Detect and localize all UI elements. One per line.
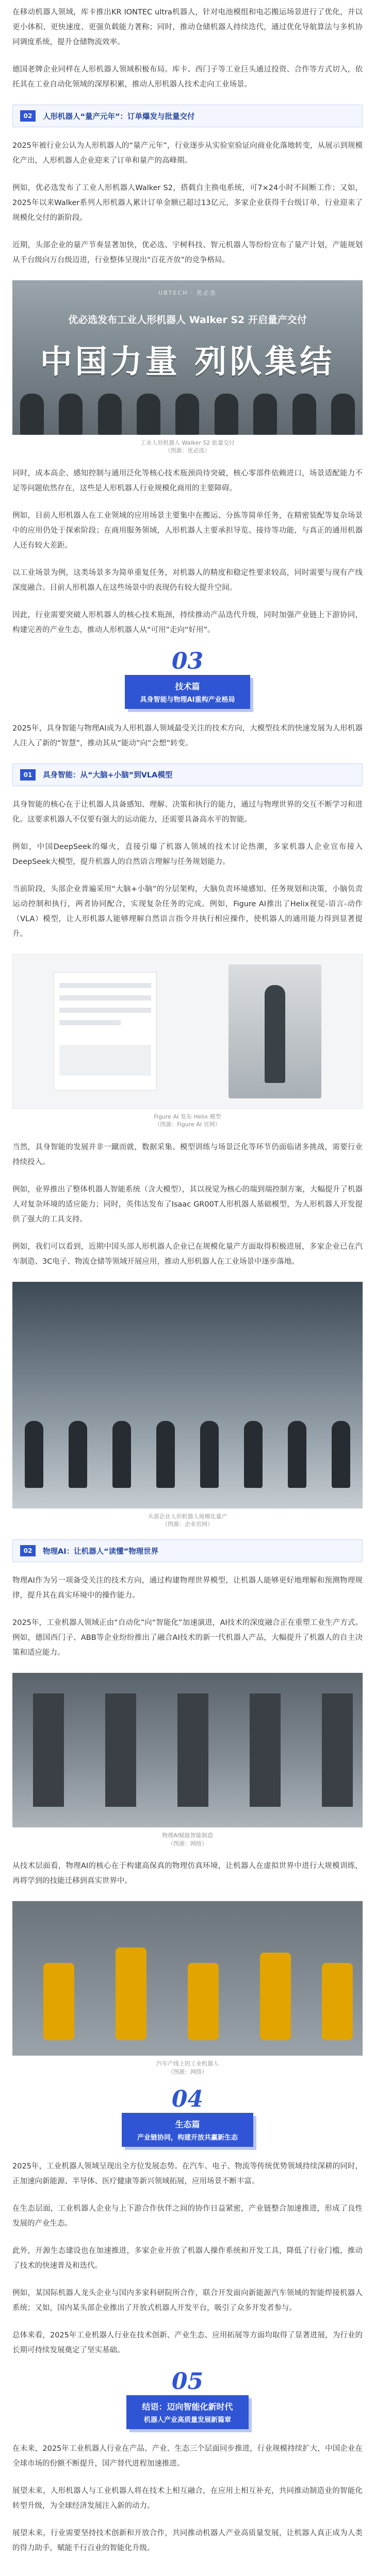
panel-line [59,1008,151,1013]
section-title: 结语：迈向智能化新时代 [142,2401,233,2412]
ui-panel-graphic [54,972,157,1091]
robot-arm-graphic [322,1963,353,2040]
robot-arm-graphic [43,1963,74,2040]
figure-caption: Figure AI 发布 Helix 模型 （图源：Figure AI 官网） [154,1113,221,1128]
paragraph-14: 当然，具身智能的发展并非一蹴而就，数据采集、模型训练与场景泛化等环节仍面临诸多挑战，需要行业持续投入。 [12,1143,363,1166]
paragraph-11: 具身智能的核心在于让机器人具备感知、理解、决策和执行的能力，通过与物理世界的交互不断学习和进化。这要求机器人不仅要有强大的运动能力，还需要具备高水平的智能。 [12,800,363,824]
callout-text: 物理AI：让机器人“读懂”物理世界 [43,1547,159,1556]
section-subtitle: 机器人产业高质量发展新篇章 [143,2416,231,2424]
robot-silhouette [332,1421,350,1488]
paragraph-13: 当前阶段，头部企业普遍采用“大脑+小脑”的分层架构，大脑负责环境感知、任务规划和决策，小脑负责运动控制和执行，两者协同配合，实现复杂任务的完成。例如，Figure AI推出了Helix视觉-语言-动作（VLA）模型，让人形机器人能够理解自然语言指令并执行相应操作，使机器人的通用能力得到显著提升。 [12,885,363,938]
callout-number: 02 [20,1545,36,1556]
paragraph-16: 例如，我们可以看到，近期中国头部人形机器人企业已在规模化量产方面取得积极进展，多家企业已在汽车制造、3C电子、物流仓储等领域开展应用，推动人形机器人在工业场景中逐步落地。 [12,1242,363,1266]
paragraph-22: 此外，开源生态建设也在加速推进，多家企业开放了机器人操作系统和开发工具，降低了行业门槛，推动了技术的快速普及和迭代。 [12,2246,363,2270]
robot-silhouette [292,394,316,435]
paragraph-6: 同时，成本高企、感知控制与通用泛化等核心技术瓶颈尚待突破，核心零部件依赖进口，场景适配能力不足等问题依然存在，这些是人形机器人行业规模化商用的主要障碍。 [12,469,363,493]
paragraph-1: 在移动机器人领域，库卡推出KR IONTEC ultra机器人，针对电池模组和电芯搬运场景进行了优化，并以更小体积、更快速度、更强负载能力著称；同时，推动仓储机器人持续迭代，通过优化导航算法与多机协同调度系统，提升仓储物流效率。 [12,8,363,46]
robot-arms-image [12,1901,363,2056]
shelf-graphic [177,1693,208,1807]
robot-silhouette [253,394,277,435]
section-title-box [122,2113,253,2147]
paragraph-27: 展望未来，行业需要坚持技术创新和开放合作，共同推动机器人产业高质量发展，让机器人真正成为人类的得力助手，赋能千行百业的智能化升级。 [12,2529,363,2552]
shelf-graphic [250,1693,281,1807]
section-header-conclusion [12,2370,363,2429]
section-header-tech [12,650,363,709]
robot-line [12,1411,363,1488]
figure-robot-arms [12,1901,363,2076]
section-title-box [126,2395,248,2429]
figure-caption: 工业人形机器人 Walker S2 批量交付 （图源：优必选） [140,439,235,454]
robot-silhouette [25,1421,43,1488]
paragraph-8: 以工业场景为例，这类场景多为简单重复任务，对机器人的精度和稳定性要求较高，同时需要与现有产线深度融合。目前人形机器人在这些场景中的表现仍有较大提升空间。 [12,568,363,592]
callout-mass-production [12,105,363,127]
section-header-ecosystem [12,2088,363,2147]
paragraph-17: 物理AI作为另一项备受关注的技术方向，通过构建物理世界模型，让机器人能够更好地理解和预测物理规律，提升其在真实环境中的操作能力。 [12,1577,363,1600]
section-subtitle: 产业链协同，构建开放共赢新生态 [137,2133,238,2142]
robot-silhouette [20,394,44,435]
banner-logos: UBTECH · 优必选 [158,290,217,296]
callout-embodied-ai [12,764,363,786]
paragraph-15: 例如，业界推出了整体机器人智能系统（含大模型），其以视觉为核心的端到端控制方案，大幅提升了机器人对复杂环境的适应能力；同时，英伟达发布了Isaac GR00T人形机器人基础模型，为人形机器人开发提供了强大的工具支持。 [12,1185,363,1224]
robot-silhouette [331,394,355,435]
shelf-graphic [322,1693,353,1807]
paragraph-21: 在生态层面，工业机器人企业与上下游合作伙伴之间的协作日益紧密，产业链整合加速推进，形成了良性发展的产业生态。 [12,2204,363,2228]
callout-number: 02 [20,110,36,122]
paragraph-2: 德国老牌企业同样在人形机器人领域积极布局。库卡、西门子等工业巨头通过投资、合作等方式切入，依托其在工业自动化领域的深厚积累，推动人形机器人技术走向工业场景。 [12,65,363,89]
robot-silhouette [137,394,160,435]
callout-physical-ai [12,1539,363,1562]
panel-line [59,995,151,1001]
paragraph-24: 总体来看，2025年工业机器人行业在技术创新、产业生态、应用拓展等方面均取得了显著进展，为行业的长期可持续发展奠定了坚实基础。 [12,2331,363,2354]
paragraph-20: 2025年，工业机器人领域呈现出全方位发展态势。在汽车、电子、物流等传统优势领域持续深耕的同时，正加速向新能源、半导体、医疗健康等新兴领域拓展，应用场景不断丰富。 [12,2162,363,2185]
robot-silhouette [244,1421,263,1488]
callout-text: 人形机器人“量产元年”：订单爆发与批量交付 [43,112,195,121]
robot-silhouette [215,394,238,435]
figure-walker-s2 [12,280,363,455]
article-body [0,5,375,2556]
figure-caption: 汽车产线上的工业机器人 （图源：网络） [156,2060,219,2075]
robot-silhouette [175,394,199,435]
banner-headline: 中国力量 列队集结 [40,343,335,380]
paragraph-9: 因此，行业需要突破人形机器人的核心技术瓶颈，持续推动产品迭代升级，同时加强产业链上下游协同，构建完善的产业生态，推动人形机器人从“可用”走向“好用”。 [12,611,363,634]
shelf-graphic [33,1693,64,1807]
section-title-box [125,675,251,709]
robot-silhouette [112,1421,131,1488]
paragraph-18: 2025年，工业机器人领域正由“自动化”向“智能化”加速演进，AI技术的深度融合正在重塑工业生产方式。例如，德国西门子、ABB等企业纷纷推出了融合AI技术的新一代机器人产品，大幅提升了机器人的自主决策和适应能力。 [12,1619,363,1657]
banner-subline: 优必选发布工业人形机器人 Walker S2 开启量产交付 [68,314,307,326]
robot-silhouette [59,394,83,435]
robot-photo [229,964,321,1098]
section-number: 03 [171,648,204,674]
paragraph-26: 展望未来，人形机器人与工业机器人将在技术上相互融合，在应用上相互补充，共同推动制造业的智能化转型升级，为全球经济发展注入新的动力。 [12,2486,363,2510]
figure-caption: 头部企业人形机器人规模化量产 （图源：企业官网） [148,1513,227,1528]
helix-image [12,954,363,1109]
shelf-graphic [105,1693,136,1807]
section-number: 05 [171,2368,204,2395]
robot-arm-graphic [188,1963,219,2040]
paragraph-23: 例如，某国际机器人龙头企业与国内多家科研院所合作，联合开发面向新能源汽车领域的智能焊接机器人系统；又如，国内某头部企业推出了开放式机器人开发平台，吸引了众多开发者参与。 [12,2289,363,2312]
panel-line [59,1020,121,1025]
paragraph-19: 从技术层面看，物理AI的核心在于构建高保真的物理仿真环境，让机器人在虚拟世界中进行大规模训练，再将学到的技能迁移到真实世界中。 [12,1862,363,1886]
figure-caption: 物理AI赋能智能制造 （图源：网络） [162,1832,213,1847]
section-number: 04 [171,2086,204,2112]
robot-silhouette [288,1421,306,1488]
figure-warehouse [12,1673,363,1848]
figure-helix [12,954,363,1129]
paragraph-5: 近期，头部企业的量产节奏显著加快，优必选、宇树科技、智元机器人等纷纷宣布了量产计划，产能规划从千台级向万台级迈进，行业整体呈现出“百花齐放”的竞争格局。 [12,241,363,264]
panel-block [59,1045,151,1076]
factory-image [12,1282,363,1509]
robot-arm-graphic [116,1947,146,2040]
paragraph-10: 2025年，具身智能与物理AI成为人形机器人领域最受关注的技术方向，大模型技术的快速发展为人形机器人注入了新的“智慧”，推动其从“能动”向“会想”转变。 [12,724,363,748]
robot-arm-graphic [260,1953,291,2040]
section-title: 技术篇 [175,681,200,691]
paragraph-3: 2025年被行业公认为人形机器人的“量产元年”，行业逐步从实验室验证向商业化落地转变，从展示到规模化产出，人形机器人企业迎来了订单和量产的高峰期。 [12,142,363,165]
panel-line [59,983,151,988]
figure-factory [12,1282,363,1529]
warehouse-image [12,1673,363,1827]
paragraph-12: 例如，中国DeepSeek的爆火，直接引爆了机器人领域的技术讨论热潮，多家机器人企业宣布接入DeepSeek大模型，提升机器人的自然语言理解与任务规划能力。 [12,842,363,866]
paragraph-4: 例如，优必选发布了工业人形机器人Walker S2，搭载自主换电系统，可7×24小时不间断工作；又如，2025年以来Walker系列人形机器人累计订单金额已超过13亿元，多家企业获得千台级订单，行业迎来了规模化交付的新阶段。 [12,184,363,222]
robot-silhouette [156,1421,175,1488]
callout-text: 具身智能：从“大脑+小脑”到VLA模型 [43,771,173,780]
section-subtitle: 具身智能与物理AI重构产业格局 [140,696,235,704]
robot-row [12,388,363,435]
section-title: 生态篇 [175,2119,200,2129]
paragraph-7: 例如，目前人形机器人在工业领域的应用场景主要集中在搬运、分拣等简单任务，在精密装配等复杂场景中的应用仍处于探索阶段；在商用服务领域，人形机器人主要承担导览、接待等功能，与真正的通用机器人还有较大差距。 [12,511,363,550]
robot-silhouette [200,1421,219,1488]
robot-silhouette [69,1421,87,1488]
callout-number: 01 [20,769,36,781]
walker-s2-banner-image [12,280,363,435]
paragraph-25: 在未来，2025年工业机器人行业在产品、产业、生态三个层面同步推进，行业规模持续扩大，中国企业在全球市场的份额不断提升，国产替代进程加速推进。 [12,2444,363,2468]
robot-silhouette [98,394,122,435]
